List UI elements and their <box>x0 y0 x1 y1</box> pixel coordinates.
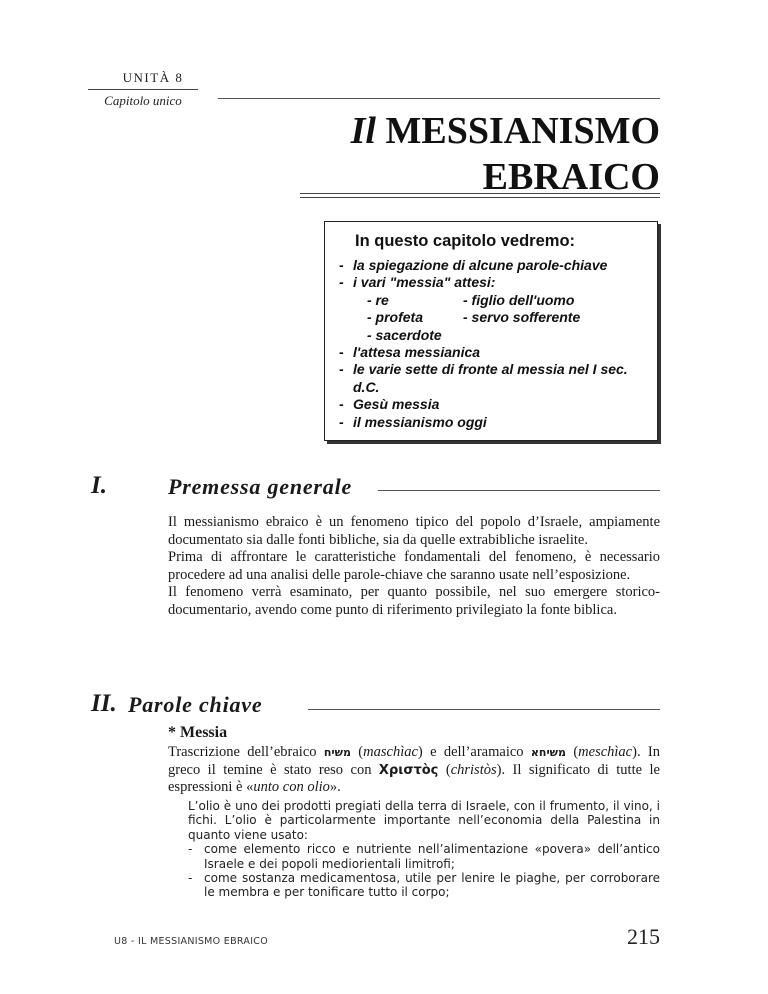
messia-type: - profeta <box>367 309 423 326</box>
section-2-title: Parole chiave <box>128 692 263 717</box>
summary-item: - il messianismo oggi <box>339 413 487 430</box>
paragraph: Prima di affrontare le caratteristiche fondamentali del fenomeno, è necessario procedere ad una analisi delle parole-chiave che saranno usate nell’esposizione. <box>168 549 660 583</box>
unit-divider <box>88 89 198 90</box>
note-bullet: - come sostanza medicamentosa, utile per lenire le piaghe, per corroborare le membra e per tonificare tutto il corpo; <box>188 871 660 900</box>
note-block <box>188 799 660 900</box>
messia-type: - sacerdote <box>367 326 442 343</box>
running-footer: U8 - IL MESSIANISMO EBRAICO <box>114 936 269 947</box>
title-double-rule <box>300 193 660 198</box>
messia-type: - re <box>367 291 389 308</box>
summary-item: - l'attesa messianica <box>339 344 481 361</box>
section-1-title: Premessa generale <box>168 474 353 499</box>
page-title <box>300 108 660 200</box>
aramaic-word: משיחא <box>530 746 566 759</box>
paragraph: Il fenomeno verrà esaminato, per quanto possibile, nel suo emergere storico-documentario, avendo come punto di riferimento privilegiato la fonte biblica. <box>168 584 660 618</box>
transliteration: maschìac <box>363 744 418 760</box>
page-number: 215 <box>627 924 660 949</box>
title-italic: Il <box>350 110 376 152</box>
messia-type: - figlio dell'uomo <box>463 291 575 308</box>
meaning: unto con olio <box>253 779 330 795</box>
summary-list <box>339 257 655 431</box>
chapter-summary-box <box>324 221 658 441</box>
summary-heading: In questo capitolo vedremo: <box>355 232 576 250</box>
paragraph: Il messianismo ebraico è un fenomeno tipico del popolo d’Israele, ampiamente documentato sia dalle fonti bibliche, sia da quelle extrabibliche israelite. <box>168 514 660 548</box>
messia-types <box>339 292 655 344</box>
header-rule <box>218 98 660 99</box>
transliteration: christòs <box>450 761 497 778</box>
greek-word: Χριστὸς <box>378 762 439 778</box>
section-2-body: Trascrizione dell’ebraico משיח (maschìac) e dell’aramaico משיחא (meschìac). In greco il temine è stato reso con Χριστὸς (christòs). Il significato di tutte le espressioni è «unto con olio». <box>168 744 660 795</box>
transliteration: meschìac <box>578 744 633 760</box>
section-1-body <box>168 514 660 619</box>
subheading-messia: * Messia <box>168 724 228 741</box>
section-2-rule <box>308 709 660 710</box>
section-1-rule <box>378 490 660 491</box>
unit-label: UNITÀ 8 <box>122 70 184 85</box>
summary-item: - la spiegazione di alcune parole-chiave <box>339 257 608 273</box>
summary-item: - le varie sette di fronte al messia nel I sec. d.C. <box>339 361 628 395</box>
section-1-number: I. <box>91 472 107 499</box>
section-2-number: II. <box>91 690 117 717</box>
chapter-label: Capitolo unico <box>104 93 182 108</box>
note-intro: L’olio è uno dei prodotti pregiati della terra di Israele, con il frumento, il vino, i fichi. L’olio è particolarmente importante nell’economia della Palestina in quanto viene usato: <box>188 799 660 842</box>
messia-type: - servo sofferente <box>463 309 581 326</box>
title-line1: MESSIANISMO <box>385 110 660 152</box>
summary-item: - i vari "messia" attesi: <box>339 274 496 291</box>
title-line2: EBRAICO <box>482 156 660 198</box>
note-bullet: - come elemento ricco e nutriente nell’alimentazione «povera» dell’antico Israele e dei popoli mediorientali limitrofi; <box>188 842 660 871</box>
summary-item: - Gesù messia <box>339 396 440 413</box>
hebrew-word: משיח <box>323 746 351 759</box>
